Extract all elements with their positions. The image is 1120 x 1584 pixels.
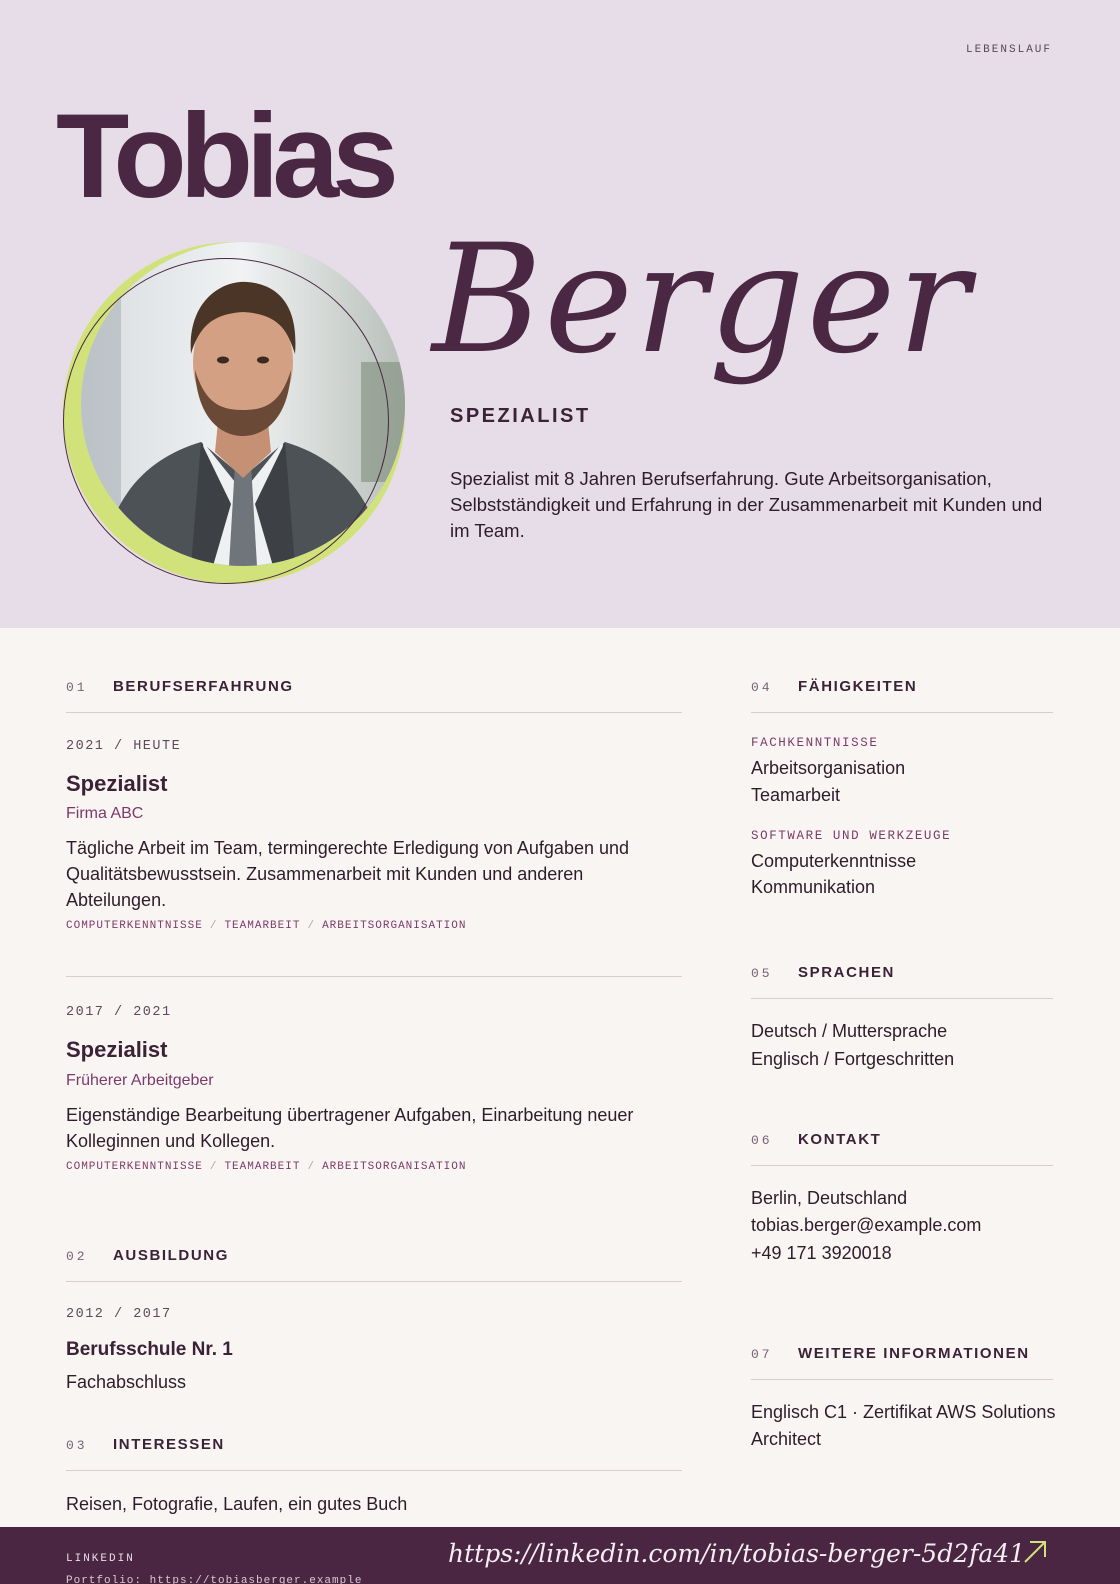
interests-text: Reisen, Fotografie, Laufen, ein gutes Buch — [66, 1494, 408, 1514]
section-title: BERUFSERFAHRUNG — [113, 678, 294, 695]
tag-separator: / — [307, 920, 316, 932]
section-title: SPRACHEN — [798, 964, 895, 981]
job-tag: TEAMARBEIT — [224, 920, 301, 932]
job-description: Eigenständige Bearbeitung übertragener Aufgaben, Einarbeitung neuer Kolleginnen und Kollegen. — [66, 1105, 634, 1151]
tag-separator: / — [307, 1161, 316, 1173]
skill-group-label: SOFTWARE UND WERKZEUGE — [751, 829, 952, 843]
section-header-languages — [751, 964, 1053, 999]
last-name: Berger — [432, 213, 972, 387]
skill-item: Computerkenntnisse — [751, 851, 917, 871]
section-title: FÄHIGKEITEN — [798, 678, 918, 695]
section-title: INTERESSEN — [113, 1436, 225, 1453]
section-number: 04 — [751, 680, 773, 695]
section-header-more-info — [751, 1345, 1053, 1380]
first-name: Tobias — [56, 89, 392, 223]
job-title: Spezialist — [66, 771, 168, 796]
job-employer: Früherer Arbeitgeber — [66, 1072, 214, 1089]
skill-item: Teamarbeit — [751, 785, 841, 805]
profile-summary: Spezialist mit 8 Jahren Berufserfahrung. Gute Arbeitsorganisation, Selbstständigkeit und Erfahrung in der Zusammenarbeit mit Kunden und im Team. — [450, 468, 1043, 541]
contact-location: Berlin, Deutschland — [751, 1188, 908, 1208]
hero-header — [0, 0, 1120, 628]
job-tags — [66, 1161, 466, 1173]
linkedin-label: LINKEDIN — [66, 1553, 135, 1565]
degree: Fachabschluss — [66, 1372, 187, 1392]
tag-separator: / — [209, 920, 218, 932]
section-title: WEITERE INFORMATIONEN — [798, 1345, 1030, 1362]
job-tag: COMPUTERKENNTNISSE — [66, 1161, 203, 1173]
section-number: 01 — [66, 680, 88, 695]
section-header-education — [66, 1247, 682, 1282]
job-period: 2017 / 2021 — [66, 1005, 172, 1020]
section-number: 07 — [751, 1347, 773, 1362]
job-title: Spezialist — [66, 1037, 168, 1062]
document-label: LEBENSLAUF — [965, 44, 1052, 56]
contact-email[interactable]: tobias.berger@example.com — [751, 1215, 982, 1235]
job-employer: Firma ABC — [66, 805, 144, 822]
job-tag: ARBEITSORGANISATION — [322, 920, 467, 932]
section-number: 02 — [66, 1249, 88, 1264]
job-description: Tägliche Arbeit im Team, termingerechte Erledigung von Aufgaben und Qualitätsbewusstsein. Zusammenarbeit mit Kunden und anderen Abteilungen. — [66, 838, 630, 910]
footer-bar — [0, 1527, 1120, 1584]
section-number: 05 — [751, 966, 773, 981]
skill-item: Kommunikation — [751, 877, 876, 897]
language-item: Deutsch / Muttersprache — [751, 1021, 948, 1041]
job-tags — [66, 920, 466, 932]
section-number: 03 — [66, 1438, 88, 1453]
job-tag: ARBEITSORGANISATION — [322, 1161, 467, 1173]
more-info-text: Englisch C1 · Zertifikat AWS Solutions Architect — [751, 1402, 1056, 1449]
job-period: 2021 / HEUTE — [66, 739, 182, 754]
job-tag: TEAMARBEIT — [224, 1161, 301, 1173]
section-header-contact — [751, 1131, 1053, 1166]
linkedin-url[interactable]: https://linkedin.com/in/tobias-berger-5d2fa41 — [448, 1539, 1026, 1568]
section-number: 06 — [751, 1133, 773, 1148]
portrait-image — [81, 242, 405, 566]
section-header-interests — [66, 1436, 682, 1471]
section-header-skills — [751, 678, 1053, 713]
education-period: 2012 / 2017 — [66, 1307, 172, 1322]
arrow-up-right-icon[interactable] — [1020, 1537, 1050, 1567]
section-title: AUSBILDUNG — [113, 1247, 229, 1264]
job-role: SPEZIALIST — [450, 405, 591, 427]
language-item: Englisch / Fortgeschritten — [751, 1049, 955, 1069]
job-tag: COMPUTERKENNTNISSE — [66, 920, 203, 932]
tag-separator: / — [209, 1161, 218, 1173]
section-title: KONTAKT — [798, 1131, 882, 1148]
skill-item: Arbeitsorganisation — [751, 758, 906, 778]
contact-phone[interactable]: +49 171 3920018 — [751, 1243, 892, 1263]
section-header-experience — [66, 678, 682, 713]
profile-photo — [63, 242, 405, 584]
skill-group-label: FACHKENNTNISSE — [751, 736, 879, 750]
school-name: Berufsschule Nr. 1 — [66, 1339, 233, 1360]
portfolio-link[interactable]: Portfolio: https://tobiasberger.example — [66, 1575, 363, 1584]
entry-divider — [66, 976, 682, 977]
